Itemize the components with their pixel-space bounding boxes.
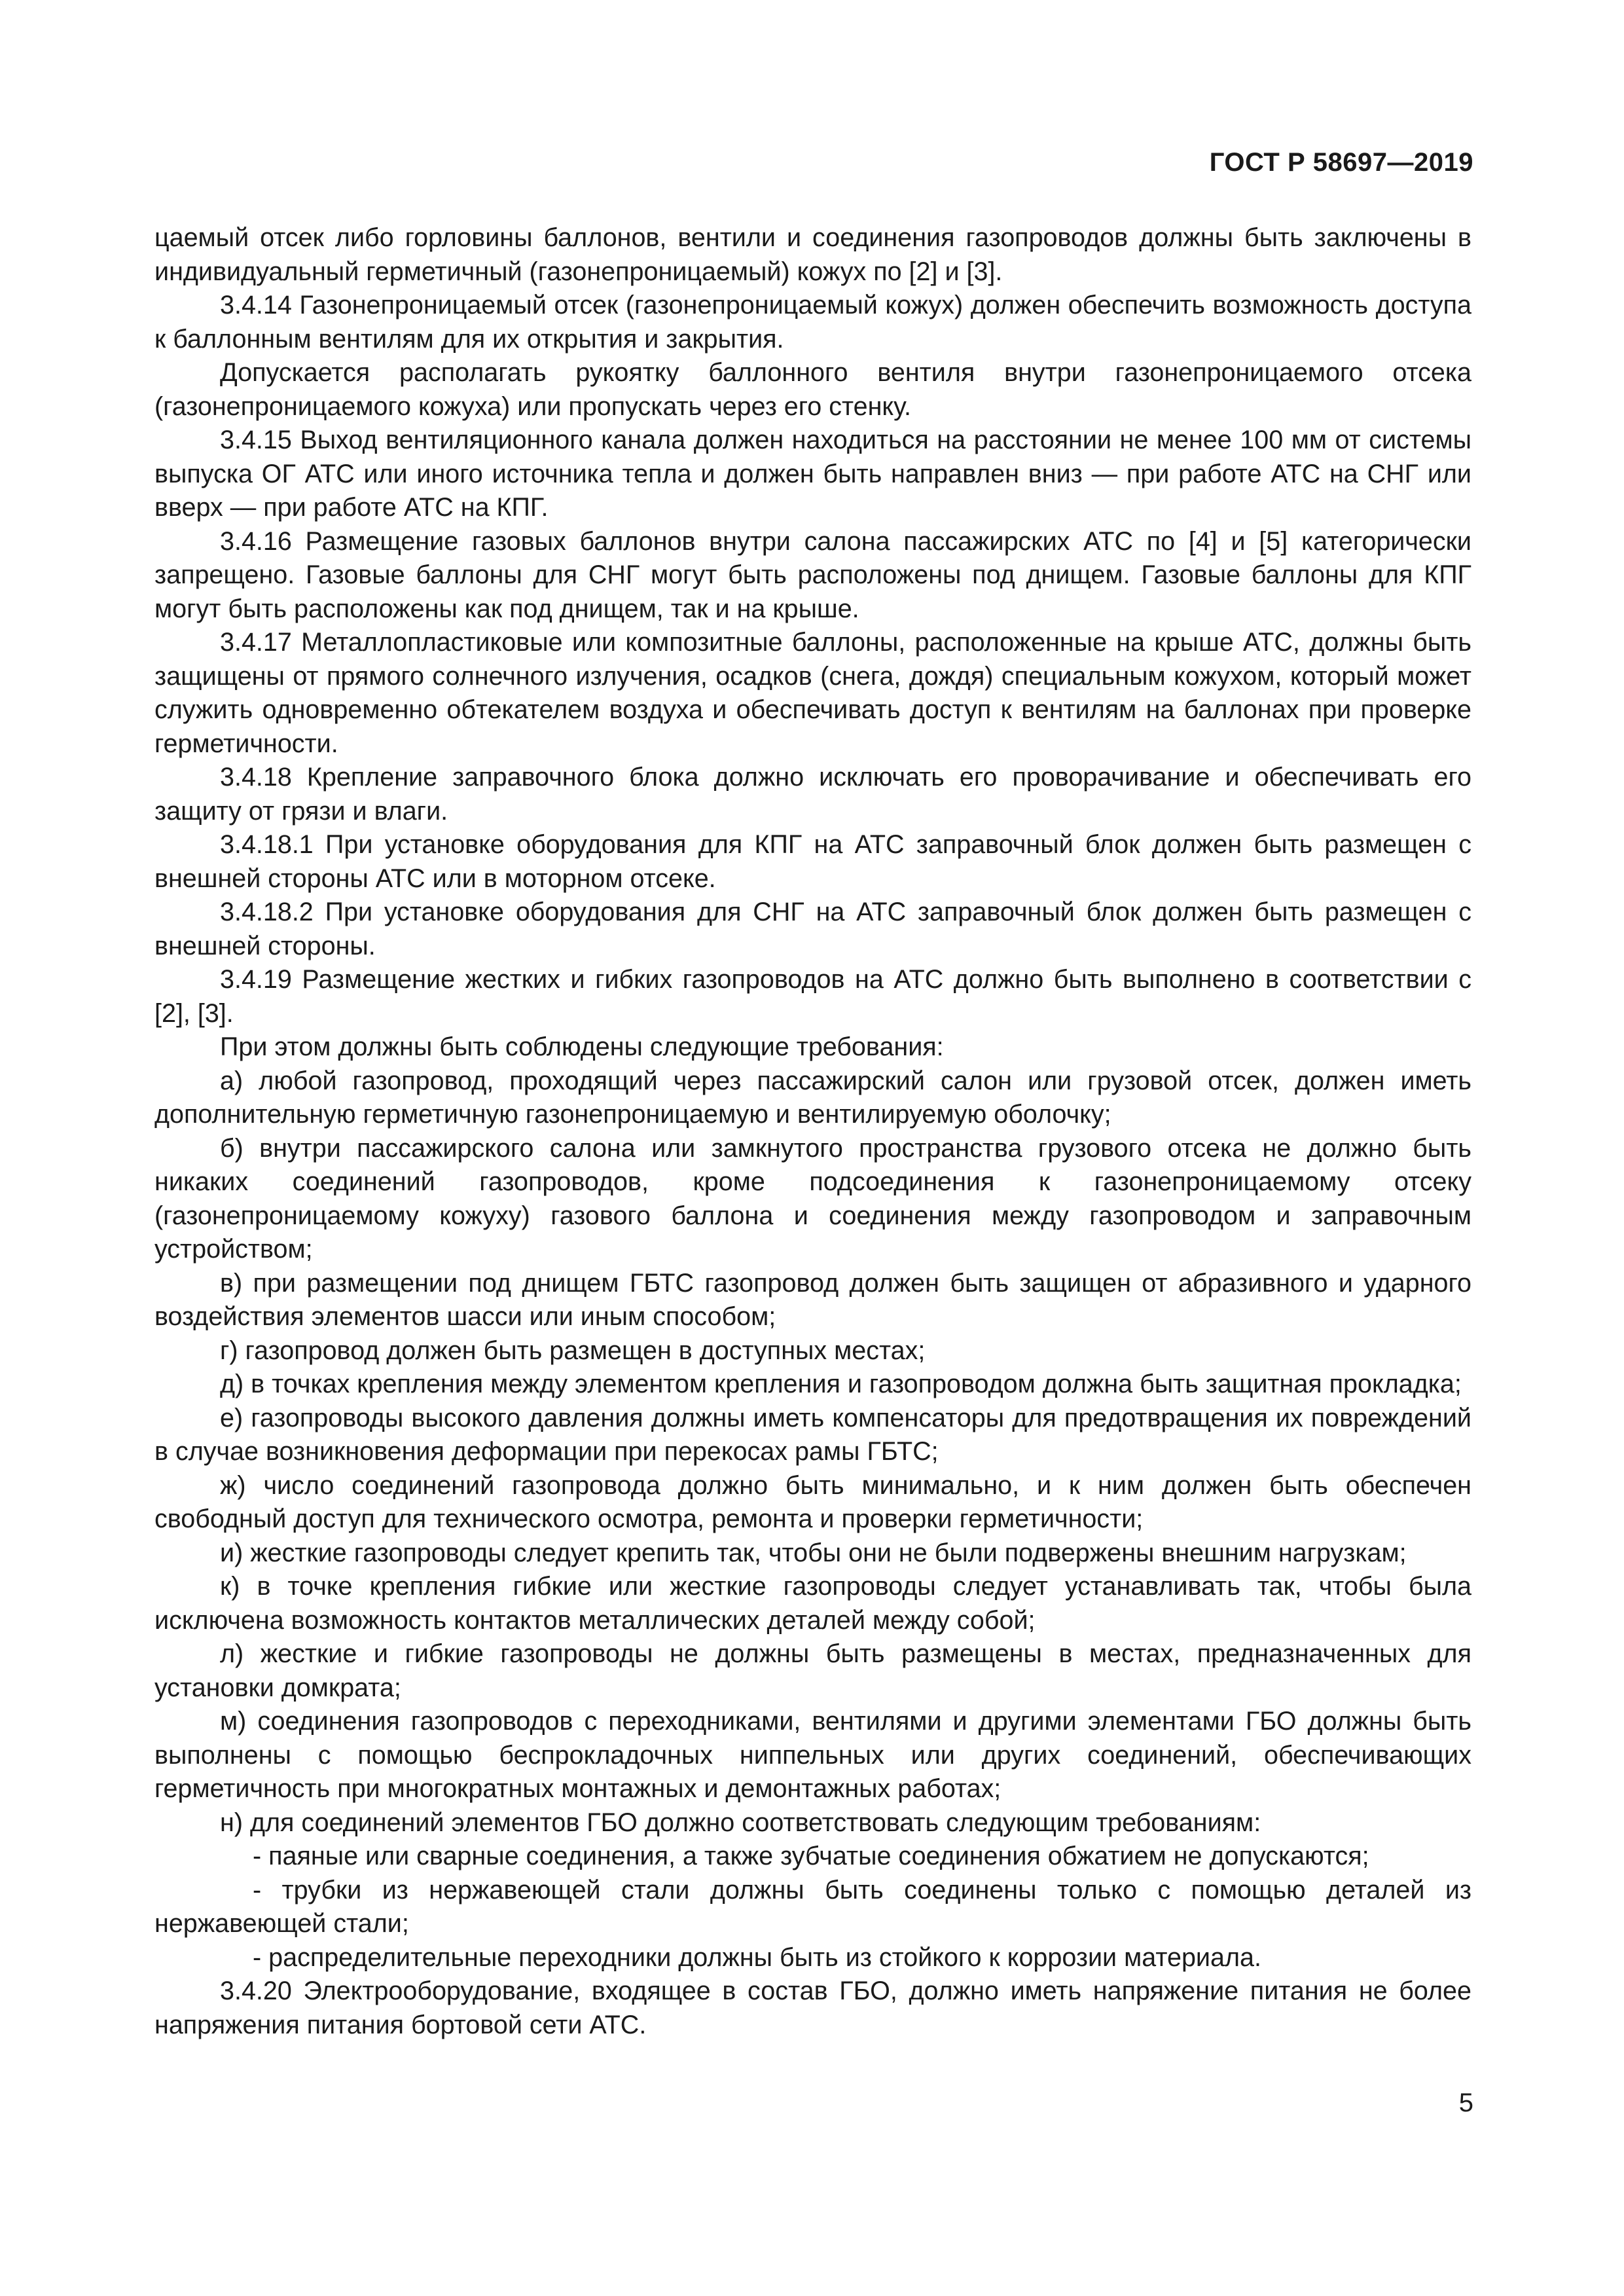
dash-item-distributors: - распределительные переходники должны быть из стойкого к коррозии материала. bbox=[253, 1942, 1261, 1972]
list-item-l: л) жесткие и гибкие газопроводы не должны быть размещены в местах, предназначенных для установки домкрата; bbox=[154, 1639, 1471, 1702]
list-item-m: м) соединения газопроводов с переходниками, вентилями и другими элементами ГБО должны быть выполнены с помощью беспрокладочных ниппельных или других соединений, обеспечивающих герметичность при многократных монтажных и демонтажных работах; bbox=[154, 1707, 1471, 1803]
page-number: 5 bbox=[1458, 2088, 1473, 2117]
document-body bbox=[154, 221, 1471, 2042]
list-item-g: г) газопровод должен быть размещен в доступных местах; bbox=[220, 1336, 926, 1365]
document-header: ГОСТ Р 58697—2019 bbox=[1209, 148, 1473, 177]
list-item-d: д) в точках крепления между элементом крепления и газопроводом должна быть защитная прокладка; bbox=[220, 1370, 1462, 1398]
dash-item-soldered: - паяные или сварные соединения, а также зубчатые соединения обжатием не допускаются; bbox=[253, 1842, 1369, 1870]
paragraph-3-4-18-1: 3.4.18.1 При установке оборудования для КПГ на АТС заправочный блок должен быть размещен с внешней стороны АТС или в моторном отсеке. bbox=[154, 830, 1471, 893]
paragraph-3-4-18: 3.4.18 Крепление заправочного блока должно исключать его проворачивание и обеспечивать его защиту от грязи и влаги. bbox=[154, 763, 1471, 826]
paragraph-valve-handle: Допускается располагать рукоятку баллонного вентиля внутри газонепроницаемого отсека (газонепроницаемого кожуха) или пропускать через его стенку. bbox=[154, 358, 1471, 421]
paragraph-3-4-20: 3.4.20 Электрооборудование, входящее в состав ГБО, должно иметь напряжение питания не более напряжения питания бортовой сети АТС. bbox=[154, 1977, 1471, 2039]
paragraph-3-4-18-2: 3.4.18.2 При установке оборудования для СНГ на АТС заправочный блок должен быть размещен с внешней стороны. bbox=[154, 898, 1471, 960]
list-item-v: в) при размещении под днищем ГБТС газопровод должен быть защищен от абразивного и ударного воздействия элементов шасси или иным способом; bbox=[154, 1268, 1471, 1331]
list-item-k: к) в точке крепления гибкие или жесткие газопроводы следует устанавливать так, чтобы была исключена возможность контактов металлических деталей между собой; bbox=[154, 1572, 1471, 1635]
list-item-b: б) внутри пассажирского салона или замкнутого пространства грузового отсека не должно быть никаких соединений газопроводов, кроме подсоединения к газонепроницаемому отсеку (газонепроницаемому кожуху) газового баллона и соединения между газопроводом и заправочным устройством; bbox=[154, 1133, 1471, 1264]
list-item-i: и) жесткие газопроводы следует крепить так, чтобы они не были подвержены внешним нагрузкам; bbox=[220, 1538, 1407, 1567]
dash-item-stainless: - трубки из нержавеющей стали должны быть соединены только с помощью деталей из нержавеющей стали; bbox=[154, 1875, 1471, 1938]
list-item-zh: ж) число соединений газопровода должно быть минимально, и к ним должен быть обеспечен свободный доступ для технического осмотра, ремонта и проверки герметичности; bbox=[154, 1470, 1471, 1533]
paragraph-3-4-16: 3.4.16 Размещение газовых баллонов внутри салона пассажирских АТС по [4] и [5] категорически запрещено. Газовые баллоны для СНГ могут быть расположены под днищем. Газовые баллоны для КПГ могут быть расположены как под днищем, так и на крыше. bbox=[154, 526, 1471, 623]
paragraph-3-4-17: 3.4.17 Металлопластиковые или композитные баллоны, расположенные на крыше АТС, должны быть защищены от прямого солнечного излучения, осадков (снега, дождя) специальным кожухом, который может служить одновременно обтекателем воздуха и обеспечивать доступ к вентилям на баллонах при проверке герметичности. bbox=[154, 628, 1471, 758]
paragraph-3-4-19: 3.4.19 Размещение жестких и гибких газопроводов на АТС должно быть выполнено в соответствии с [2], [3]. bbox=[154, 965, 1471, 1028]
list-item-n: н) для соединений элементов ГБО должно соответствовать следующим требованиям: bbox=[220, 1808, 1261, 1837]
paragraph-3-4-15: 3.4.15 Выход вентиляционного канала должен находиться на расстоянии не менее 100 мм от системы выпуска ОГ АТС или иного источника тепла и должен быть направлен вниз — при работе АТС на СНГ или вверх — при работе АТС на КПГ. bbox=[154, 426, 1471, 522]
list-item-e: е) газопроводы высокого давления должны иметь компенсаторы для предотвращения их повреждений в случае возникновения деформации при перекосах рамы ГБТС; bbox=[154, 1403, 1471, 1466]
paragraph-continuation: цаемый отсек либо горловины баллонов, вентили и соединения газопроводов должны быть заключены в индивидуальный герметичный (газонепроницаемый) кожух по [2] и [3]. bbox=[154, 223, 1471, 286]
list-item-a: а) любой газопровод, проходящий через пассажирский салон или грузовой отсек, должен иметь дополнительную герметичную газонепроницаемую и вентилируемую оболочку; bbox=[154, 1066, 1471, 1129]
paragraph-3-4-14: 3.4.14 Газонепроницаемый отсек (газонепроницаемый кожух) должен обеспечить возможность доступа к баллонным вентилям для их открытия и закрытия. bbox=[154, 291, 1471, 354]
paragraph-requirements-intro: При этом должны быть соблюдены следующие требования: bbox=[220, 1032, 944, 1061]
